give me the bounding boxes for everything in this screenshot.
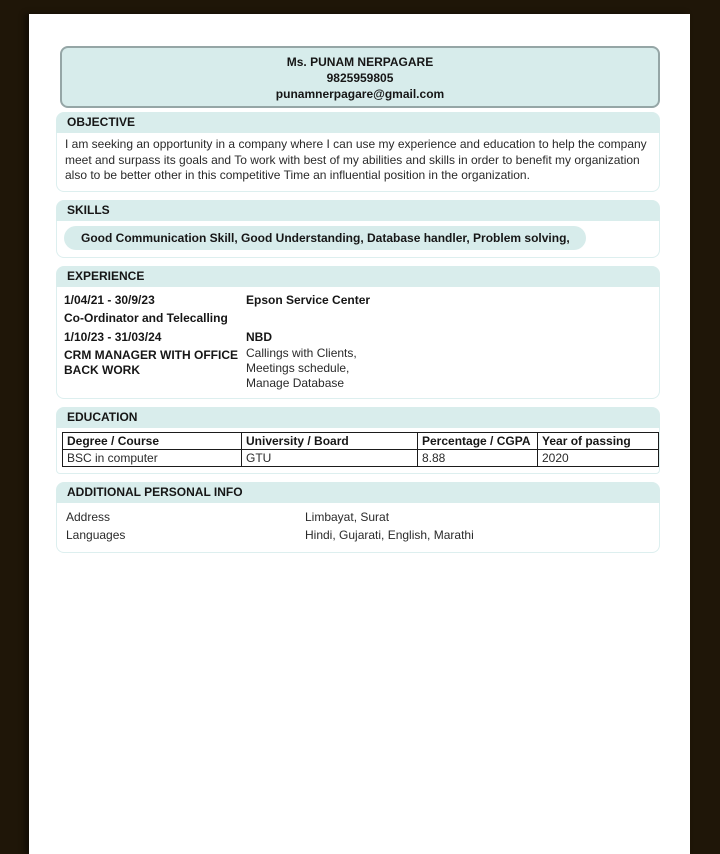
info-value-languages: Hindi, Gujarati, English, Marathi <box>305 527 474 542</box>
contact-name: Ms. PUNAM NERPAGARE <box>286 55 434 69</box>
skills-section-title: SKILLS <box>56 200 660 221</box>
education-col-percentage: Percentage / CGPA <box>418 432 538 449</box>
education-section-title: EDUCATION <box>56 407 660 428</box>
education-percentage: 8.88 <box>418 449 538 466</box>
objective-section-title: OBJECTIVE <box>56 112 660 133</box>
section-skills <box>56 200 660 258</box>
info-label-address: Address <box>66 509 111 524</box>
education-header-row <box>63 432 659 449</box>
experience-org: NBD <box>246 329 272 344</box>
experience-detail-line: Manage Database <box>246 376 345 391</box>
experience-row <box>64 328 651 347</box>
section-objective <box>56 112 660 192</box>
additional-info-section-title: ADDITIONAL PERSONAL INFO <box>56 482 660 503</box>
experience-role: Co-Ordinator and Telecalling <box>64 311 228 325</box>
experience-row <box>64 346 651 392</box>
section-additional-info <box>56 482 660 553</box>
experience-date: 1/04/21 - 30/9/23 <box>64 292 155 307</box>
experience-details <box>246 346 357 392</box>
additional-info-row <box>66 526 651 544</box>
contact-phone: 9825959805 <box>326 71 394 85</box>
objective-text: I am seeking an opportunity in a company where I can use my experience and education to help the company meet and surpass its goals and To work with best of my abilities and skills in order to benefit my organization also to be better other in this competitive Time an influential position in the organization. <box>56 133 660 192</box>
section-experience <box>56 266 660 399</box>
education-year: 2020 <box>538 449 659 466</box>
section-education <box>56 407 660 474</box>
info-value-address: Limbayat, Surat <box>305 509 390 524</box>
contact-email: punamnerpagare@gmail.com <box>275 87 445 101</box>
education-degree: BSC in computer <box>63 449 242 466</box>
education-table <box>62 432 659 467</box>
experience-role: CRM MANAGER WITH OFFICE BACK WORK <box>64 348 238 378</box>
education-col-university: University / Board <box>242 432 418 449</box>
info-label-languages: Languages <box>66 527 126 542</box>
experience-body <box>56 287 660 399</box>
education-body <box>56 428 660 474</box>
contact-card <box>60 46 660 108</box>
experience-detail-line: Meetings schedule, <box>246 361 350 376</box>
education-university: GTU <box>242 449 418 466</box>
education-col-degree: Degree / Course <box>63 432 242 449</box>
skills-pill: Good Communication Skill, Good Understanding, Database handler, Problem solving, <box>64 226 586 250</box>
additional-info-body <box>56 503 660 553</box>
education-data-row <box>63 449 659 466</box>
education-col-year: Year of passing <box>538 432 659 449</box>
experience-detail-line: Callings with Clients, <box>246 346 357 360</box>
resume-page <box>29 14 690 854</box>
experience-row <box>64 291 651 310</box>
experience-row <box>64 309 651 328</box>
experience-section-title: EXPERIENCE <box>56 266 660 287</box>
additional-info-row <box>66 508 651 526</box>
experience-date: 1/10/23 - 31/03/24 <box>64 329 162 344</box>
experience-org: Epson Service Center <box>246 292 371 307</box>
skills-body <box>56 221 660 258</box>
